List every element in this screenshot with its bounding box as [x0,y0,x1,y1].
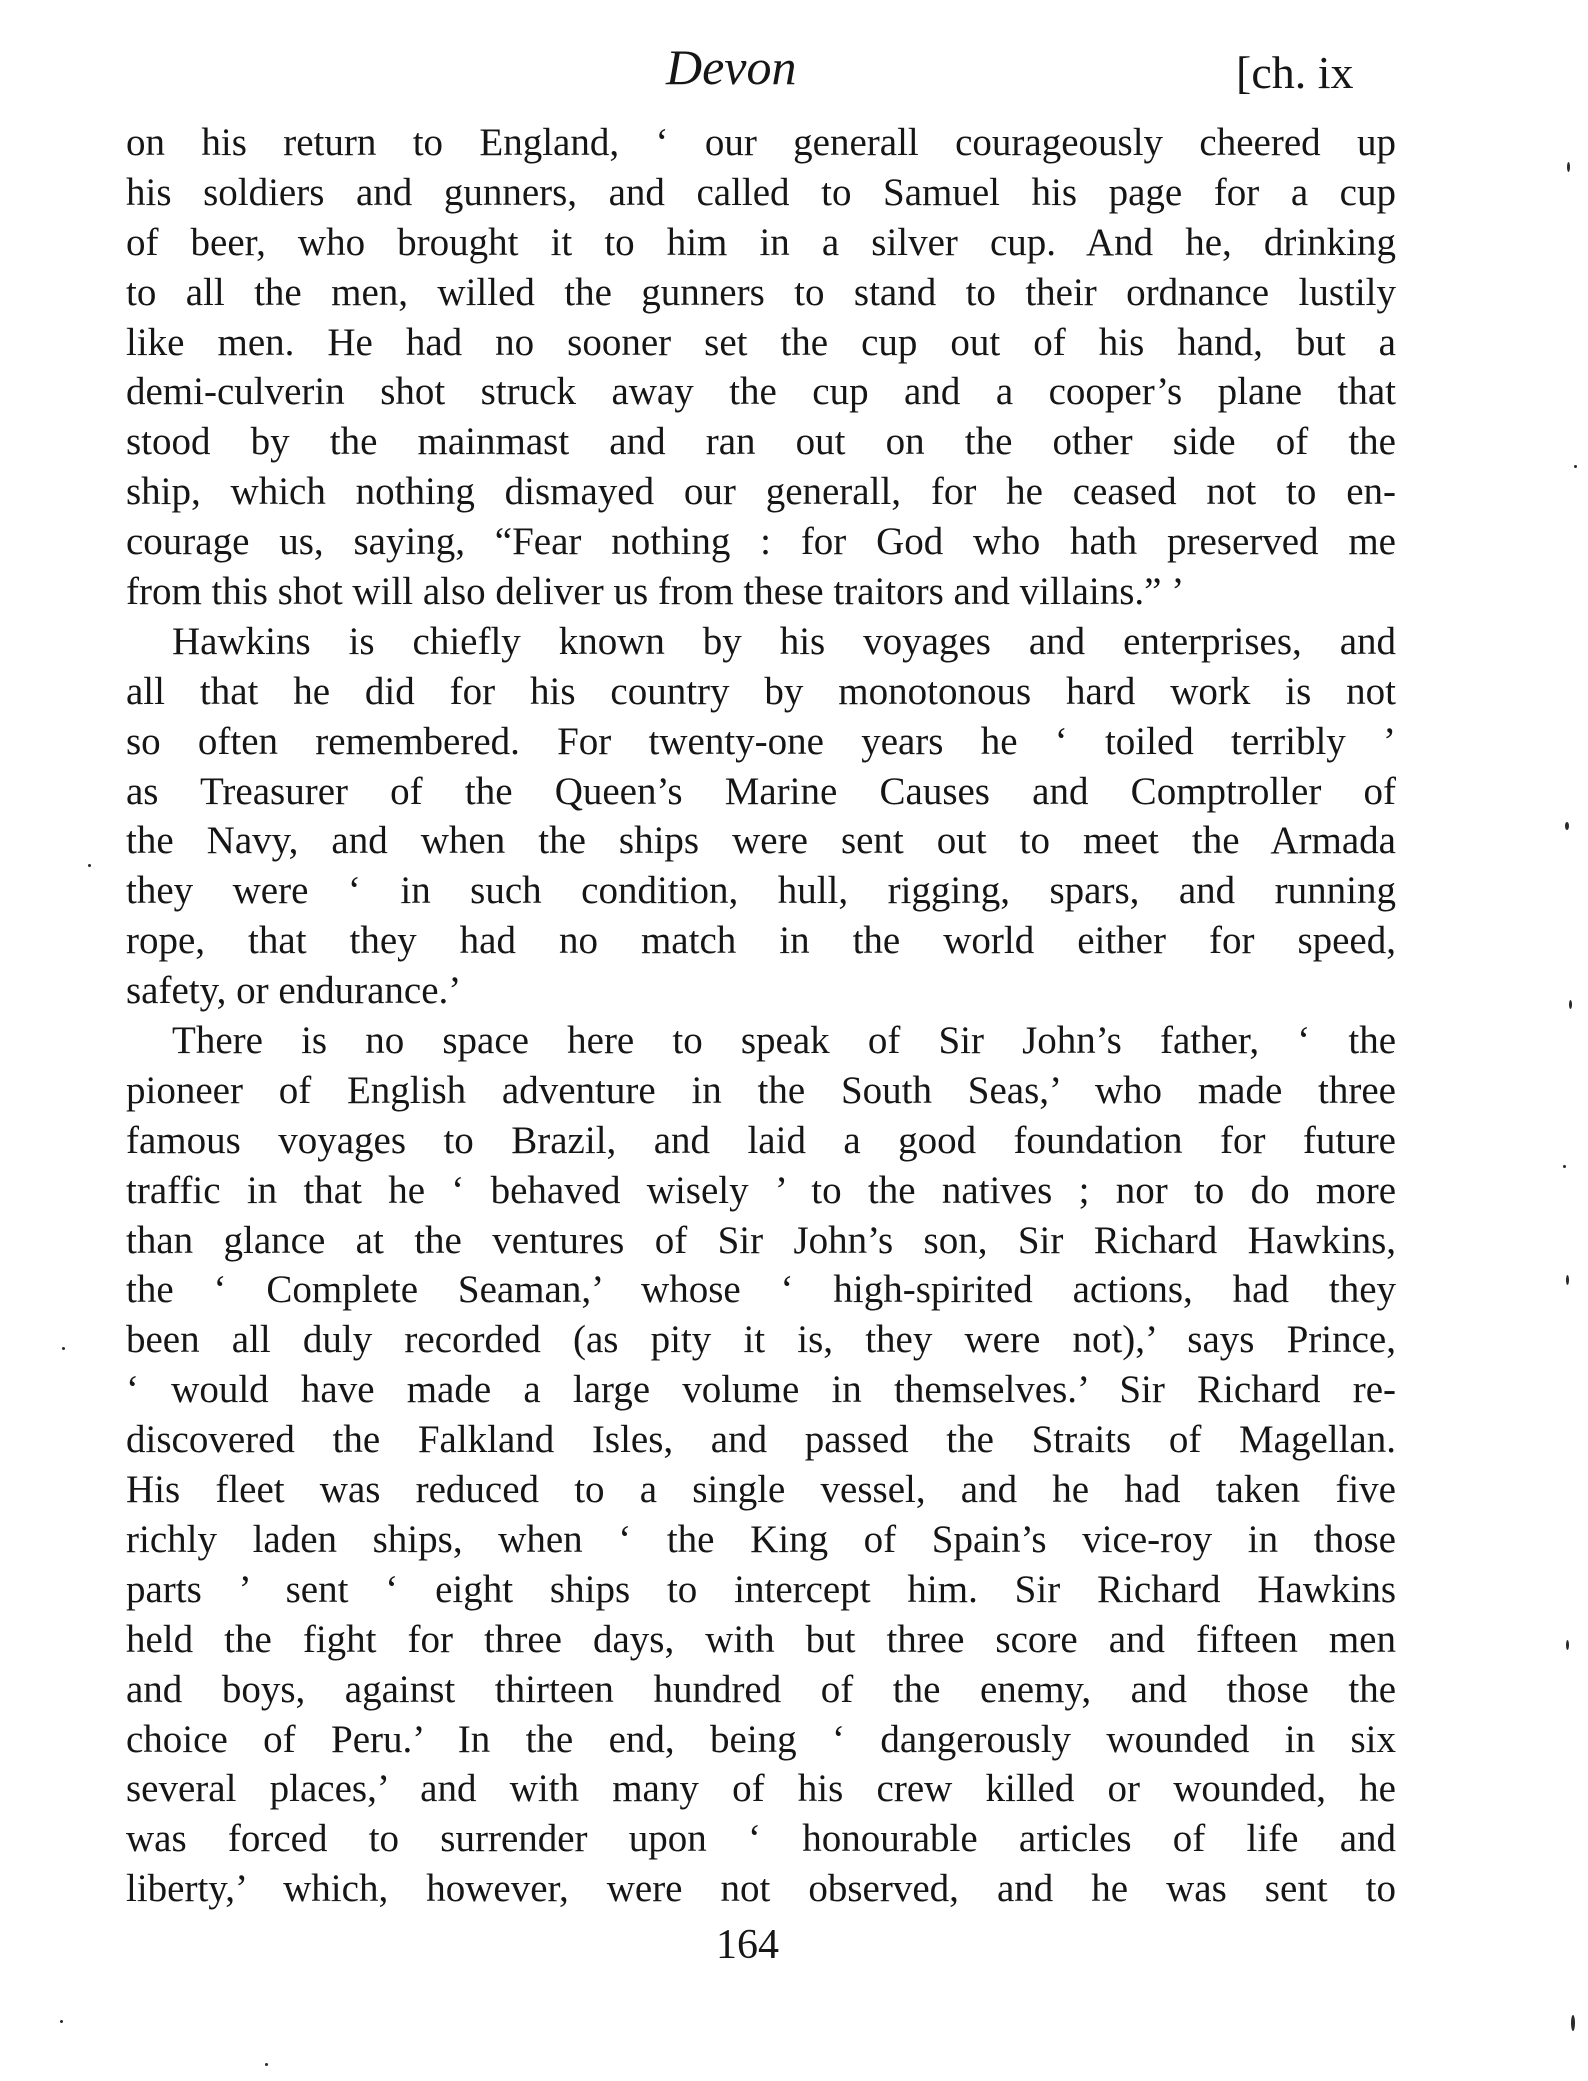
text-line: His fleet was reduced to a single vessel, and he had taken five [126,1468,1396,1512]
text-line: as Treasurer of the Queen’s Marine Causes and Comptroller of [126,769,1396,813]
text-line: was forced to surrender upon ‘ honourable articles of life and [126,1817,1396,1861]
text-line: Hawkins is chiefly known by his voyages and enterprises, and [172,619,1396,663]
text-line: liberty,’ which, however, were not observed, and he was sent to [126,1867,1396,1911]
scan-speck [1565,822,1569,830]
text-line: all that he did for his country by monotonous hard work is not [126,669,1396,713]
text-line: ship, which nothing dismayed our generall, for he ceased not to en- [126,470,1396,514]
text-line: from this shot will also deliver us from these traitors and villains.” ’ [126,570,1185,614]
scan-speck [1574,465,1577,468]
text-line: There is no space here to speak of Sir John’s father, ‘ the [172,1019,1396,1063]
scan-speck [1569,1000,1572,1009]
scan-speck [265,2063,268,2066]
text-line: they were ‘ in such condition, hull, rigging, spars, and running [126,869,1396,913]
text-line: courage us, saying, “Fear nothing : for God who hath preserved me [126,520,1396,564]
text-line: been all duly recorded (as pity it is, they were not),’ says Prince, [126,1318,1396,1362]
text-line: traffic in that he ‘ behaved wisely ’ to the natives ; nor to do more [126,1168,1396,1212]
scan-speck [60,2020,63,2023]
text-line: safety, or endurance.’ [126,969,462,1013]
text-line: demi-culverin shot struck away the cup and a cooper’s plane that [126,370,1396,414]
scan-speck [88,864,91,867]
text-line: than glance at the ventures of Sir John’s son, Sir Richard Hawkins, [126,1218,1396,1262]
scan-speck [62,1347,65,1350]
text-line: rope, that they had no match in the world either for speed, [126,919,1396,963]
running-head-chapter: [ch. ix [1236,47,1354,98]
text-line: several places,’ and with many of his crew killed or wounded, he [126,1767,1396,1811]
text-line: stood by the mainmast and ran out on the other side of the [126,420,1396,464]
running-head-title: Devon [666,39,797,95]
text-line: richly laden ships, when ‘ the King of Spain’s vice-roy in those [126,1517,1396,1561]
scan-speck [1571,2015,1575,2031]
body-text [126,118,1396,1914]
text-line: parts ’ sent ‘ eight ships to intercept him. Sir Richard Hawkins [126,1567,1396,1611]
scan-speck [1566,1640,1569,1650]
text-line: held the fight for three days, with but three score and fifteen men [126,1617,1396,1661]
page-number: 164 [716,1922,779,1968]
text-line: so often remembered. For twenty-one years he ‘ toiled terribly ’ [126,719,1396,763]
scan-speck [1567,162,1570,172]
text-line: pioneer of English adventure in the South Seas,’ who made three [126,1068,1396,1112]
text-line: to all the men, willed the gunners to stand to their ordnance lustily [126,270,1396,314]
text-line: discovered the Falkland Isles, and passed the Straits of Magellan. [126,1418,1396,1462]
text-line: and boys, against thirteen hundred of the enemy, and those the [126,1667,1396,1711]
scan-speck [1566,1275,1569,1285]
text-line: famous voyages to Brazil, and laid a good foundation for future [126,1118,1396,1162]
scan-speck [1563,1165,1566,1168]
text-line: on his return to England, ‘ our generall courageously cheered up [126,121,1396,164]
text-line: his soldiers and gunners, and called to Samuel his page for a cup [126,170,1396,214]
text-line: ‘ would have made a large volume in themselves.’ Sir Richard re- [126,1368,1396,1412]
text-line: choice of Peru.’ In the end, being ‘ dangerously wounded in six [126,1717,1396,1761]
text-line: the Navy, and when the ships were sent out to meet the Armada [126,819,1396,863]
text-line: of beer, who brought it to him in a silver cup. And he, drinking [126,220,1396,264]
text-line: like men. He had no sooner set the cup out of his hand, but a [126,320,1396,364]
text-line: the ‘ Complete Seaman,’ whose ‘ high-spirited actions, had they [126,1268,1396,1312]
